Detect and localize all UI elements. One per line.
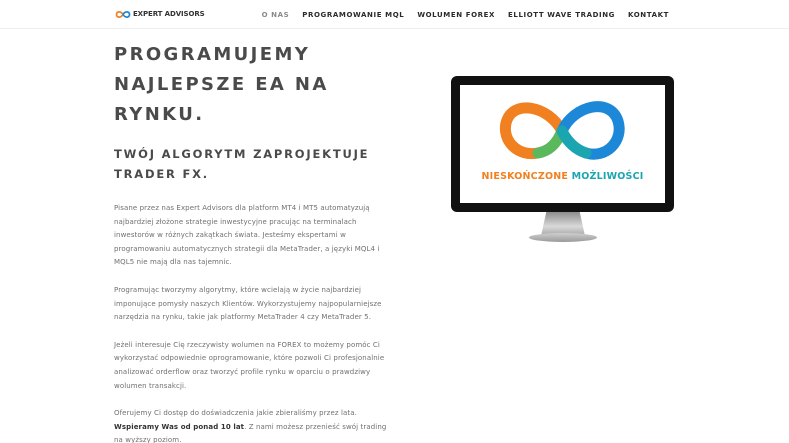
nav-item-programowanie-mql[interactable]: PROGRAMOWANIE MQL [302, 11, 405, 19]
infinity-logo-icon [115, 10, 131, 19]
nav-item-elliott-wave-trading[interactable]: ELLIOTT WAVE TRADING [508, 11, 616, 19]
monitor-stand-base [529, 233, 597, 242]
paragraph-intro: Pisane przez nas Expert Advisors dla platform MT4 i MT5 automatyzują najbardziej złożone strategie inwestycyjne pracując na terminalach inwestorów w różnych zakątkach świata. Jesteśmy ekspertami w programowaniu automatycznych strategii dla MetaTrader, a języki MQL4 i MQL5 nie mają dla nas tajemnic. [114, 204, 380, 267]
monitor-illustration [451, 76, 674, 246]
monitor-bezel [451, 76, 674, 212]
site-logo[interactable] [115, 8, 205, 20]
nav-item-wolumen-forex[interactable]: WOLUMEN FOREX [417, 11, 496, 19]
page-headline [114, 40, 394, 130]
brand-word-2: MOŻLIWOŚCI [571, 171, 644, 182]
paragraph-experience [114, 407, 394, 443]
paragraph-experience-start: Oferujemy Ci dostęp do doświadczenia jakie zbieraliśmy przez lata. [114, 409, 357, 418]
subheadline-line-1: TWÓJ ALGORYTM ZAPROJEKTUJE [114, 147, 370, 161]
monitor-screen [460, 85, 665, 203]
subheadline-line-2: TRADER FX. [114, 167, 209, 181]
logo-text: EXPERT ADVISORS [133, 10, 205, 18]
page-subheadline [114, 144, 394, 184]
nav-item-kontakt[interactable]: KONTAKT [628, 11, 669, 19]
main-nav [262, 11, 669, 19]
nav-item-o-nas[interactable]: O NAS [261, 11, 290, 19]
headline-line-1: PROGRAMUJEMY [114, 44, 311, 65]
paragraph-experience-end: . Z nami możesz przenieść swój trading na wyższy poziom. [114, 422, 387, 443]
paragraph-volume: Jeżeli interesuje Cię rzeczywisty wolumen na FOREX to możemy pomóc Ci wykorzystać odpowiednie oprogramowanie, które pozwoli Ci profesjonalnie analizować orderflow oraz tworzyć profile rynku w oparciu o prawdziwy wolumen transakcji. [114, 340, 385, 390]
headline-line-2: NAJLEPSZE EA NA RYNKU. [114, 74, 329, 125]
infinity-graphic-icon [460, 87, 665, 171]
main-content [114, 40, 394, 443]
brand-word-1: NIESKOŃCZONE [481, 171, 569, 182]
site-header [0, 0, 789, 29]
paragraph-experience-bold: Wspieramy Was od ponad 10 lat [114, 422, 245, 431]
monitor-brand-text [460, 171, 665, 182]
paragraph-algorithms: Programując tworzymy algorytmy, które wcielają w życie najbardziej imponujące pomysły naszych Klientów. Wykorzystujemy najpopularniejsze narzędzia na rynku, takie jak platformy MetaTrader 4 czy MetaTrader 5. [114, 285, 382, 322]
